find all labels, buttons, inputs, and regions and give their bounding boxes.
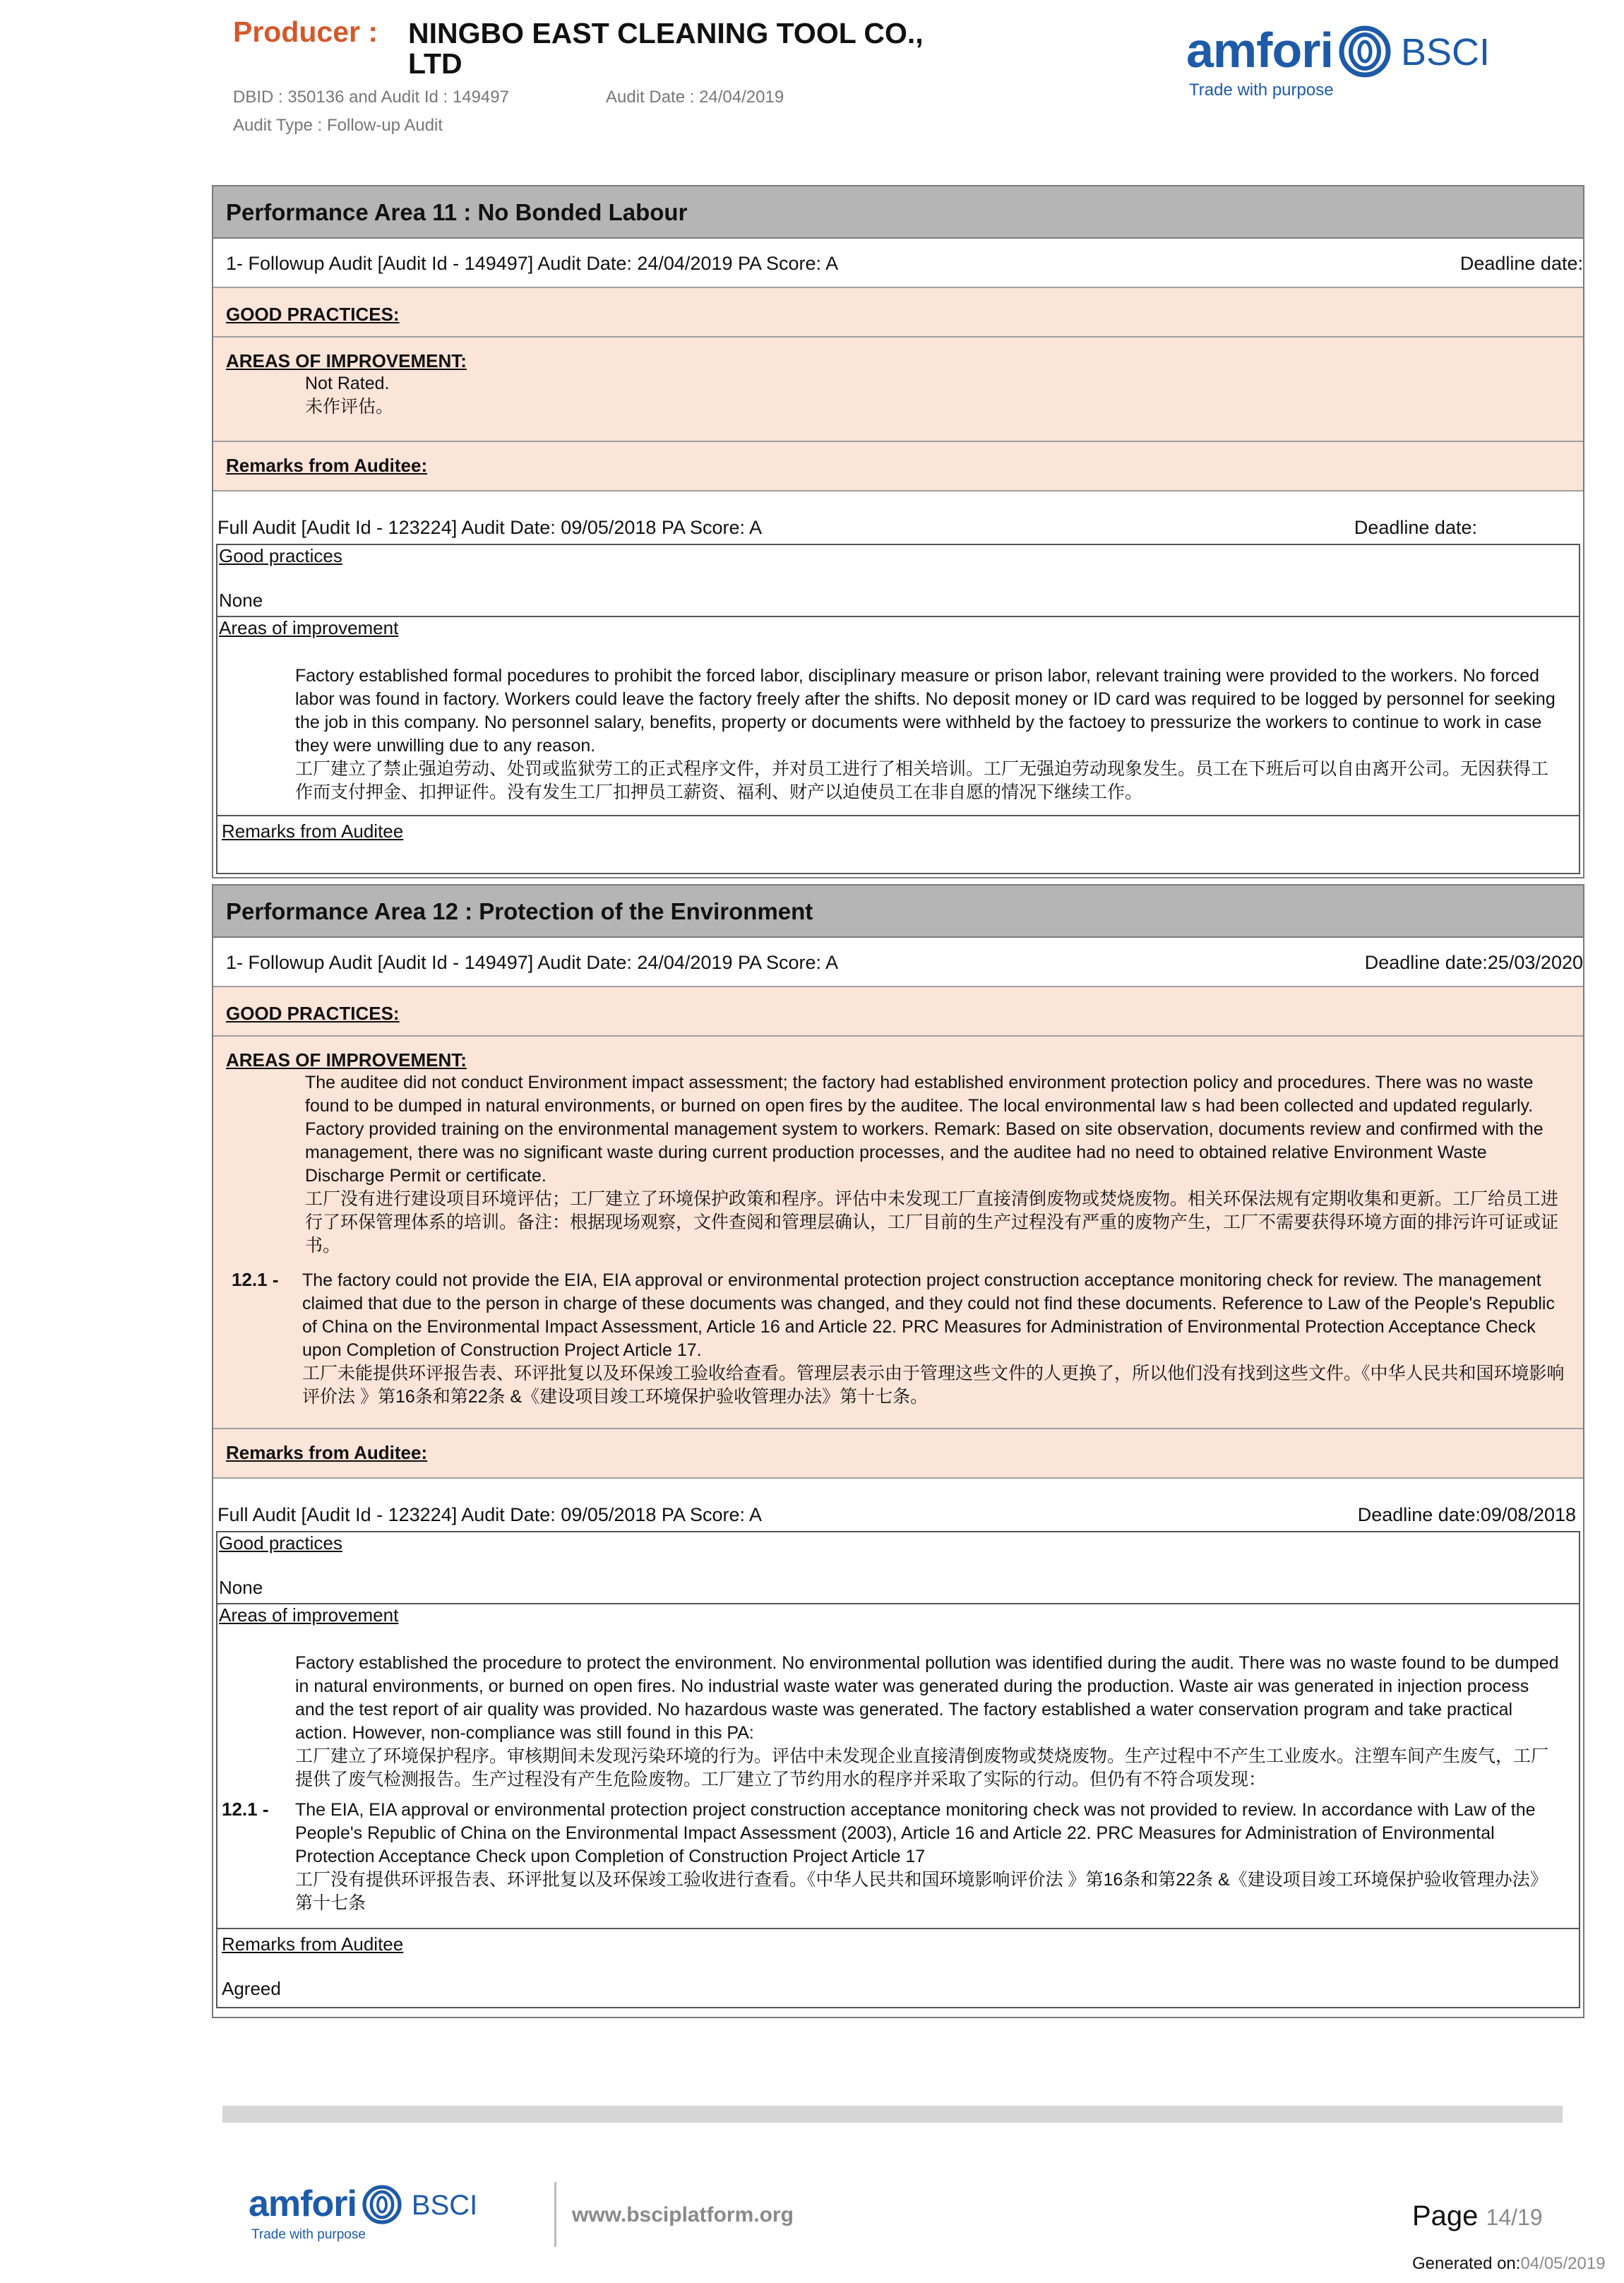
- footer-amfori-logo: [249, 2185, 477, 2243]
- pa12-full-good-practices: [216, 1531, 1580, 1604]
- pa11-full-audit: Full Audit [Audit Id - 123224] Audit Date: 09/05/2018 PA Score: A: [217, 517, 763, 538]
- pa11-full-areas-title: Areas of improvement: [219, 617, 399, 638]
- pa11-title: Performance Area 11 : No Bonded Labour: [213, 186, 1583, 239]
- pa11-full-good-title: Good practices: [219, 545, 342, 566]
- pa12-full-item-12-1: [222, 1799, 1579, 1915]
- pa11-full-areas-en: Factory established formal pocedures to prohibit the forced labor, disciplinary measure or prison labor, relevant training were provided to the workers. No forced labor was found in factory. Workers could leave the factory freely after the shifts. No deposit money or ID card was required to be logged by personnel for seeking the job in this company. No personnel salary, benefits, property or documents were withheld by the factoey to pressurize the workers to continue to work in case they were unwilling due to any reason.: [295, 666, 1556, 756]
- amfori-logo: [1186, 25, 1490, 100]
- pa11-followup-deadline: Deadline date:: [1459, 253, 1583, 274]
- pa11-full-remarks: [216, 816, 1580, 874]
- logo-bsci: BSCI: [1400, 31, 1490, 73]
- footer-website-link[interactable]: www.bsciplatform.org: [572, 2203, 794, 2227]
- pa12-good-practices: [213, 987, 1583, 1037]
- pa12-good-practices-title: GOOD PRACTICES:: [226, 1003, 400, 1024]
- audit-date: Audit Date : 24/04/2019: [606, 88, 784, 107]
- pa12-item-number: 12.1 -: [232, 1269, 279, 1290]
- pa12-full-item-number: 12.1 -: [222, 1799, 269, 1820]
- pa12-full-areas-title: Areas of improvement: [219, 1604, 399, 1626]
- page-indicator: [1412, 2200, 1543, 2232]
- generated-on: [1412, 2254, 1606, 2274]
- footer-separator: [554, 2182, 556, 2247]
- producer-name: NINGBO EAST CLEANING TOOL CO., LTD: [408, 17, 924, 80]
- pa12-full-line: [213, 1504, 1583, 1531]
- pa11-areas-en: Not Rated.: [305, 374, 390, 393]
- pa11-good-practices: [213, 288, 1583, 338]
- pa12-full-item-zh: 工厂没有提供环评报告表、环评批复以及环保竣工验收进行查看。《中华人民共和国环境影响评价法 》第16条和第22条 &《建设项目竣工环境保护验收管理办法》第十七条: [295, 1870, 1548, 1913]
- pa11-remarks: [213, 442, 1583, 491]
- pa12-item-12-1: [232, 1269, 1583, 1409]
- pa12-item-en: The factory could not provide the EIA, EIA approval or environmental protection project construction acceptance monitoring check for review. The management claimed that due to the person in charge of these documents was changed, and they could not find these documents. Reference to Law of the People's Republic of China on the Environmental Impact Assessment, Article 16 and Article 22. PRC Measures for Administration of Environmental Protection Acceptance Check upon Completion of Construction Project Article 17.: [302, 1270, 1555, 1360]
- pa12-full-remarks-value: Agreed: [222, 1978, 281, 1999]
- pa11-areas-zh: 未作评估。: [305, 397, 394, 417]
- pa12-full-audit: Full Audit [Audit Id - 123224] Audit Date: 09/05/2018 PA Score: A: [217, 1504, 763, 1525]
- pa12-item-body: [302, 1269, 1569, 1409]
- logo-word: amfori: [1186, 23, 1333, 78]
- dbid-line: DBID : 350136 and Audit Id : 149497: [233, 88, 509, 107]
- pa11-areas: [213, 338, 1583, 442]
- producer-label: Producer :: [233, 16, 378, 48]
- audit-type: Audit Type : Follow-up Audit: [233, 116, 443, 135]
- pa12-followup-audit: 1- Followup Audit [Audit Id - 149497] Audit Date: 24/04/2019 PA Score: A: [226, 952, 839, 973]
- pa12-full-remarks-title: Remarks from Auditee: [222, 1933, 404, 1955]
- pa12-title: Performance Area 12 : Protection of the Environment: [213, 886, 1583, 938]
- pa12-followup-deadline: Deadline date:25/03/2020: [1364, 952, 1583, 973]
- amfori-ring-icon: [1339, 25, 1391, 78]
- pa11-full-areas-zh: 工厂建立了禁止强迫劳动、处罚或监狱劳工的正式程序文件，并对员工进行了相关培训。工厂无强迫劳动现象发生。员工在下班后可以自由离开公司。无因获得工作而支付押金、扣押证件。没有发生工厂扣押员工薪资、福利、财产以迫使员工在非自愿的情况下继续工作。: [295, 759, 1549, 802]
- pa12-full-good-title: Good practices: [219, 1532, 342, 1554]
- pa12-full-areas-zh: 工厂建立了环境保护程序。审核期间未发现污染环境的行为。评估中未发现企业直接清倒废物或焚烧废物。生产过程中不产生工业废水。注塑车间产生废气，工厂提供了废气检测报告。生产过程没有产生危险废物。工厂建立了节约用水的程序并采取了实际的行动。但仍有不符合项发现：: [295, 1746, 1549, 1789]
- pa12-areas-zh: 工厂没有进行建设项目环境评估；工厂建立了环境保护政策和程序。评估中未发现工厂直接清倒废物或焚烧废物。相关环保法规有定期收集和更新。工厂给员工进行了环保管理体系的培训。备注：根据现场观察，文件查阅和管理层确认，工厂目前的生产过程没有严重的废物产生，工厂不需要获得环境方面的排污许可证或证书。: [305, 1189, 1559, 1256]
- pa12-remarks-title: Remarks from Auditee:: [226, 1442, 428, 1463]
- pa12-remarks: [213, 1429, 1583, 1479]
- logo-tagline: Trade with purpose: [1189, 81, 1334, 100]
- pa12-full-item-body: [295, 1799, 1560, 1915]
- pa12-areas-title: AREAS OF IMPROVEMENT:: [226, 1049, 467, 1071]
- page-number: 14/19: [1486, 2205, 1543, 2230]
- pa12-full-deadline: Deadline date:09/08/2018: [1357, 1504, 1576, 1525]
- footer-divider-bar: [222, 2106, 1563, 2123]
- page-label: Page: [1412, 2200, 1479, 2231]
- pa11-full-remarks-title: Remarks from Auditee: [222, 821, 404, 842]
- pa12-full-areas: [216, 1604, 1580, 1929]
- generated-label: Generated on:: [1412, 2254, 1521, 2273]
- pa11-full-deadline: Deadline date:: [1354, 517, 1477, 538]
- pa12-frame: [212, 884, 1584, 2018]
- pa12-item-zh: 工厂未能提供环评报告表、环评批复以及环保竣工验收给查看。管理层表示由于管理这些文件的人更换了，所以他们没有找到这些文件。《中华人民共和国环境影响评价法 》第16条和第22条 &《建设项目竣工环境保护验收管理办法》第十七条。: [302, 1364, 1565, 1407]
- pa12-full-item-en: The EIA, EIA approval or environmental protection project construction acceptance monitoring check was not provided to review. In accordance with Law of the People's Republic of China on the Environmental Impact Assessment (2003), Article 16 and Article 22. PRC Measures for Administration of Environmental Protection Acceptance Check upon Completion of Construction Project Article 17: [295, 1800, 1536, 1866]
- pa12-areas: [213, 1037, 1583, 1429]
- pa11-full-line: [213, 517, 1583, 544]
- pa11-full-good-value: None: [219, 590, 263, 611]
- pa11-followup-line: [213, 239, 1583, 288]
- footer-logo-word: amfori: [249, 2183, 357, 2224]
- pa11-full-good-practices: [216, 544, 1580, 617]
- pa11-full-areas: [216, 617, 1580, 816]
- pa12-areas-en: The auditee did not conduct Environment impact assessment; the factory had established environment protection policy and procedures. There was no waste found to be dumped in natural environments, or burned on open fires by the auditee. The local environmental law s had been collected and updated regularly. Factory provided training on the environmental management system to workers. Remark: Based on site observation, documents review and confirmed with the management, there was no significant waste during current production processes, and the auditee had no need to obtained relative Environment Waste Discharge Permit or certificate.: [305, 1073, 1544, 1186]
- pa11-remarks-title: Remarks from Auditee:: [226, 455, 428, 476]
- pa11-followup-audit: 1- Followup Audit [Audit Id - 149497] Audit Date: 24/04/2019 PA Score: A: [226, 253, 839, 274]
- pa11-good-practices-title: GOOD PRACTICES:: [226, 304, 400, 325]
- pa12-followup-line: [213, 938, 1583, 987]
- generated-date: 04/05/2019: [1520, 2254, 1606, 2273]
- footer-logo-tagline: Trade with purpose: [251, 2227, 366, 2242]
- pa12-full-good-value: None: [219, 1577, 263, 1598]
- footer-amfori-ring-icon: [362, 2185, 402, 2224]
- pa12-full-remarks: [216, 1929, 1580, 2008]
- pa11-areas-title: AREAS OF IMPROVEMENT:: [226, 350, 467, 371]
- footer-logo-bsci: BSCI: [411, 2190, 478, 2221]
- pa11-frame: [212, 185, 1584, 878]
- pa12-full-areas-en: Factory established the procedure to protect the environment. No environmental pollution was identified during the audit. There was no waste found to be dumped in natural environments, or burned on open fires. No industrial waste water was generated during the production. Waste air was generated in injection process and the test report of air quality was provided. No hazardous waste was generated. The factory established a water conservation program and take practical action. However, non-compliance was still found in this PA:: [295, 1653, 1559, 1743]
